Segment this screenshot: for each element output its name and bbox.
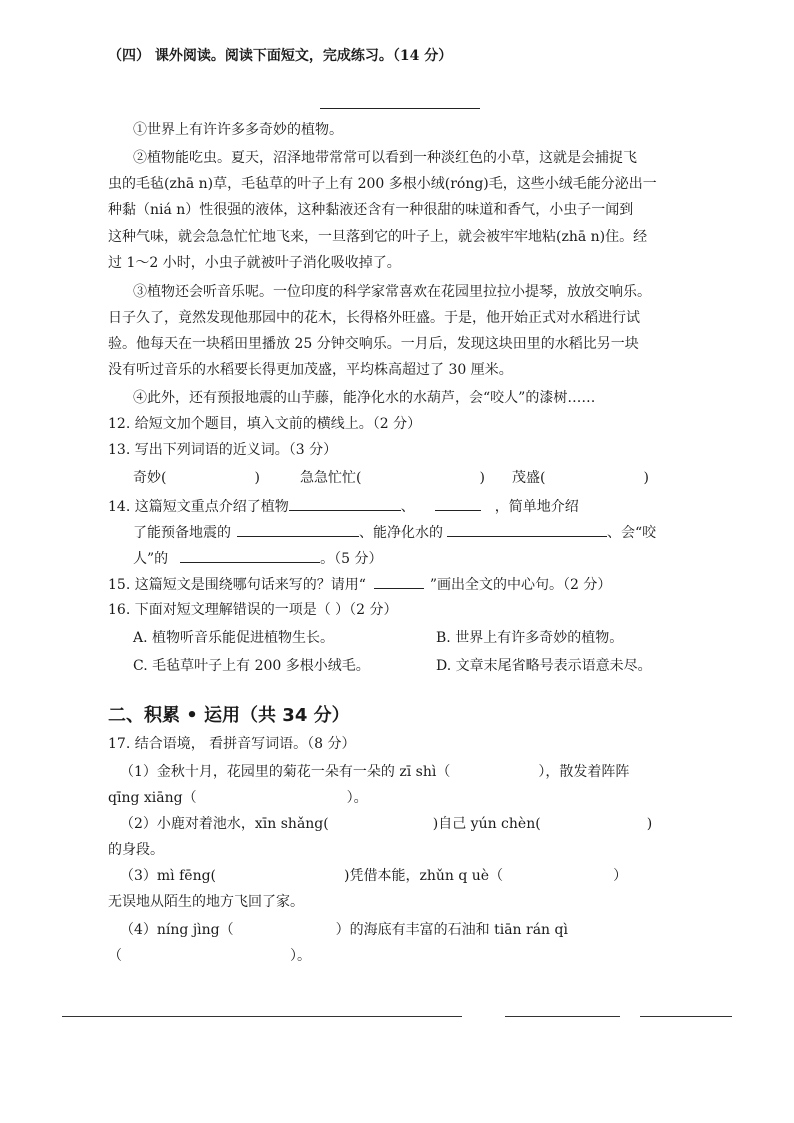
q17-3-text-2: )凭借本能，zhǔn q uè（ (344, 868, 504, 884)
q15-underline-sample (374, 574, 424, 589)
q17-3-text-3: ） (613, 868, 628, 884)
passage-paragraph-2-line-4: 这种气味，就会急急忙忙地飞来，一旦落到它的叶子上，就会被牢牢地粘(zhā n)住。经 (108, 229, 648, 245)
q17-item-3-line-1 (120, 866, 627, 886)
passage-paragraph-3-line-3: 验。他每天在一块稻田里播放 25 分钟交响乐。一月后，发现这块田里的水稻比另一块 (108, 336, 639, 352)
q13-word-maosheng-label: 茂盛( (512, 470, 546, 486)
passage-paragraph-3-line-2: 日子久了，竟然发现他那园中的花木，长得格外旺盛。于是，他开始正式对水稻进行试 (108, 310, 640, 326)
q16-option-c[interactable]: C. 毛毡草叶子上有 200 多根小绒毛。 (133, 658, 370, 674)
q14-text-3: 了能预备地震的 (133, 525, 231, 541)
q13-word-qimiao-label: 奇妙( (133, 470, 167, 486)
q14-blank-3[interactable] (237, 522, 359, 537)
passage-paragraph-2-line-3: 种黏（niá n）性很强的液体，这种黏液还含有一种很甜的味道和香气，小虫子一闻到 (108, 202, 634, 218)
q17-1-text-2: ），散发着阵阵 (538, 764, 630, 780)
question-15 (108, 574, 611, 595)
q14-text-1: 14. 这篇短文重点介绍了植物 (108, 499, 289, 515)
q17-1-text-4: ）。 (346, 790, 368, 806)
q13-word-jijimangmang-label: 急急忙忙( (300, 470, 362, 486)
q14-separator: 、 (400, 499, 415, 515)
q17-4-text-3: （ (108, 948, 122, 964)
q14-blank-5[interactable] (180, 548, 320, 563)
question-16: 16. 下面对短文理解错误的一项是（ ）（2 分） (108, 602, 398, 618)
q14-text-7: 。（5 分） (320, 551, 383, 567)
passage-paragraph-3-line-4: 没有听过音乐的水稻要长得更加茂盛，平均株高超过了 30 厘米。 (108, 362, 513, 378)
q17-item-4-line-2 (108, 946, 311, 966)
q17-1-text-1: （1）金秋十月，花园里的菊花一朵有一朵的 zī shì（ (120, 764, 451, 780)
q14-text-5: 、会“咬 (607, 525, 657, 541)
reading-section-heading: （四） 课外阅读。阅读下面短文，完成练习。（14 分） (108, 48, 453, 64)
q13-word-maosheng (512, 468, 649, 488)
q17-2-text-1: （2）小鹿对着池水，xīn shǎng( (120, 816, 329, 832)
question-17: 17. 结合语境， 看拼音写词语。（8 分） (108, 736, 356, 752)
footer-rule-right (640, 1016, 732, 1017)
q14-text-2: ，简单地介绍 (494, 499, 579, 515)
q17-1-text-3: qīng xiāng（ (108, 790, 197, 806)
q14-blank-2[interactable] (435, 496, 481, 511)
q13-close-paren-3: ) (643, 470, 649, 486)
passage-paragraph-3-line-1: ③植物还会听音乐呢。一位印度的科学家常喜欢在花园里拉拉小提琴，放放交响乐。 (133, 284, 651, 300)
footer-rule-left (62, 1016, 462, 1017)
q13-word-jijimangmang (300, 468, 485, 488)
q17-4-text-1: （4）níng jìng（ (120, 922, 234, 938)
q16-option-a[interactable]: A. 植物听音乐能促进植物生长。 (133, 630, 335, 646)
q14-text-6: 人”的 (133, 551, 169, 567)
passage-paragraph-4: ④此外，还有预报地震的山芋藤，能净化水的水葫芦，会“咬人”的漆树…… (133, 390, 596, 406)
passage-paragraph-1: ①世界上有许许多多奇妙的植物。 (133, 122, 343, 138)
q17-4-text-4: ）。 (290, 948, 311, 964)
q13-word-qimiao (133, 468, 260, 488)
passage-paragraph-2-line-2: 虫的毛毡(zhā n)草，毛毡草的叶子上有 200 多根小绒(róng)毛，这些小绒毛能分泌出一 (108, 176, 657, 192)
q17-item-2-line-1 (120, 814, 652, 834)
question-14-line-1 (108, 496, 579, 517)
passage-paragraph-2-line-5: 过 1～2 小时，小虫子就被叶子消化吸收掉了。 (108, 255, 401, 271)
q16-option-b[interactable]: B. 世界上有许多奇妙的植物。 (436, 630, 624, 646)
q17-4-text-2: ）的海底有丰富的石油和 tiān rán qì (335, 922, 568, 938)
q15-text-2: ”画出全文的中心句。（2 分） (429, 577, 612, 593)
footer-rule-middle (505, 1016, 620, 1017)
q14-blank-1[interactable] (289, 496, 401, 511)
q14-text-4: 、能净化水的 (359, 525, 443, 541)
q17-item-2-line-2: 的身段。 (108, 842, 164, 858)
q17-2-text-3: ) (646, 816, 653, 832)
q17-item-3-line-2: 无误地从陌生的地方飞回了家。 (108, 894, 304, 910)
question-14-line-3 (133, 548, 383, 569)
q17-item-1-line-2 (108, 788, 368, 808)
q17-2-text-2: )自己 yún chèn( (432, 816, 541, 832)
question-12: 12. 给短文加个题目，填入文前的横线上。（2 分） (108, 416, 422, 432)
section-two-heading: 二、积累 • 运用（共 34 分） (108, 705, 350, 726)
question-13: 13. 写出下列词语的近义词。（3 分） (108, 442, 338, 458)
passage-paragraph-2-line-1: ②植物能吃虫。夏天，沼泽地带常常可以看到一种淡红色的小草，这就是会捕捉飞 (133, 150, 637, 166)
q17-item-4-line-1 (120, 920, 568, 940)
q13-close-paren-1: ) (254, 470, 260, 486)
q16-option-d[interactable]: D. 文章末尾省略号表示语意未尽。 (436, 658, 652, 674)
q17-item-1-line-1 (120, 762, 629, 782)
question-14-line-2 (133, 522, 656, 543)
passage-title-blank (320, 108, 480, 109)
q14-blank-4[interactable] (447, 522, 607, 537)
q15-text-1: 15. 这篇短文是围绕哪句话来写的？请用“ (108, 577, 366, 593)
q17-3-text-1: （3）mì fēng( (120, 868, 217, 884)
q13-close-paren-2: ) (479, 470, 485, 486)
